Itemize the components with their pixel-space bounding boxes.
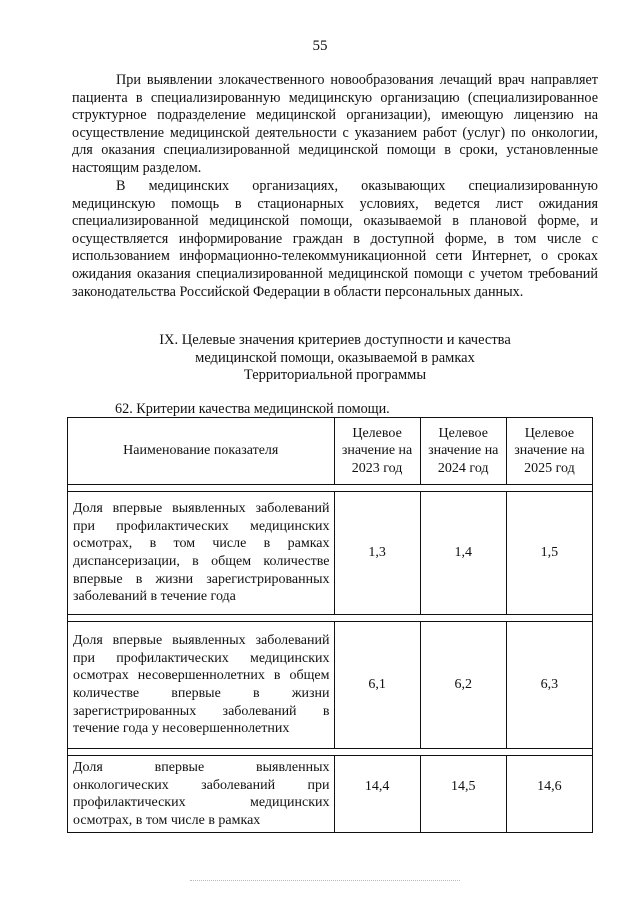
value-2023: 14,4 [334, 756, 420, 833]
value-2023: 1,3 [334, 492, 420, 615]
table-caption: 62. Критерии качества медицинской помощи. [115, 401, 390, 417]
paragraph-referral: При выявлении злокачественного новообразования лечащий врач направляет пациента в специализированную медицинскую организацию (специализированное структурное подразделение медицинской организации), имеющую лицензию на осуществление медицинской деятельности с указанием работ (услуг) по онкологии, для оказания специализированной медицинской помощи в сроки, установленные настоящим разделом. [72, 72, 598, 176]
section-title-line: Территориальной программы [243, 367, 427, 384]
page-footer-line [190, 880, 460, 882]
value-2024: 14,5 [420, 756, 506, 833]
paragraph-waiting-list: В медицинских организациях, оказывающих специализированную медицинскую помощь в стационарных условиях, ведется лист ожидания специализированной медицинской помощи, оказываемой в плановой форме, и осуществляется информирование граждан в доступной форме, в том числе с использованием информационно-телекоммуникационной сети Интернет, о сроках ожидания оказания специализированной медицинской помощи с учетом требований законодательства Российской Федерации в области персональных данных. [72, 178, 598, 300]
value-2025: 14,6 [506, 756, 592, 833]
value-2025: 1,5 [506, 492, 592, 615]
table-row [68, 756, 593, 833]
value-2025: 6,3 [506, 622, 592, 749]
header-target-2025: Целевое значение на 2025 год [506, 418, 592, 485]
header-target-2024: Целевое значение на 2024 год [420, 418, 506, 485]
section-title-line: IX. Целевые значения критериев доступности и качества [159, 332, 511, 348]
table-row [68, 622, 593, 749]
header-indicator-name: Наименование показателя [68, 418, 335, 485]
indicator-name: Доля впервые выявленных заболеваний при профилактических медицинских осмотрах, в том числе в рамках диспансеризации, в общем количестве впервые в жизни зарегистрированных заболеваний в течение года [68, 492, 335, 615]
header-target-2023: Целевое значение на 2023 год [334, 418, 420, 485]
value-2023: 6,1 [334, 622, 420, 749]
table-header-row [68, 418, 593, 485]
table-row [68, 492, 593, 615]
page-number: 55 [312, 38, 328, 54]
indicator-name: Доля впервые выявленных заболеваний при профилактических медицинских осмотрах несовершеннолетних в общем количестве впервые в жизни зарегистрированных заболеваний в течение года у несовершеннолетних [68, 622, 335, 749]
value-2024: 1,4 [420, 492, 506, 615]
indicator-name: Доля впервые выявленных онкологических заболеваний при профилактических медицинских осмотрах, в том числе в рамках [68, 756, 335, 833]
section-title [100, 332, 570, 385]
criteria-table [67, 417, 593, 833]
value-2024: 6,2 [420, 622, 506, 749]
section-title-line: медицинской помощи, оказываемой в рамках [195, 349, 475, 366]
